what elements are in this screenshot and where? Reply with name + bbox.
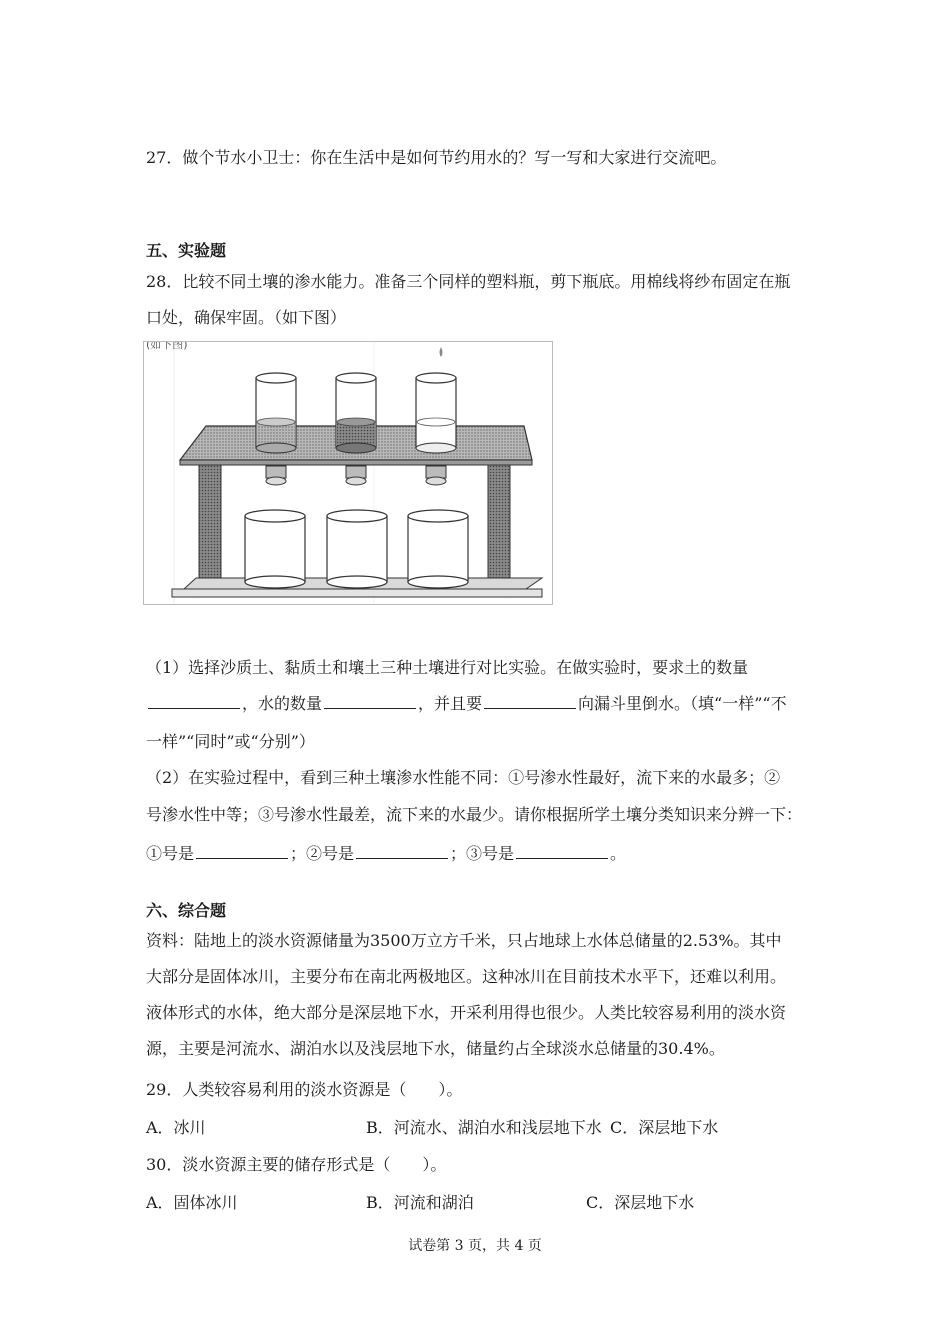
- sub2-text-d: 。: [610, 844, 627, 863]
- sub1-text-b: ，并且要: [418, 694, 483, 713]
- sub-question-1-line3: 一样”“同时”或“分别”）: [146, 732, 315, 751]
- question-27: 27．做个节水小卫士：你在生活中是如何节约用水的？写一写和大家进行交流吧。: [146, 148, 727, 167]
- sub-question-2-line2: 号渗水性中等；③号渗水性最差，流下来的水最少。请你根据所学土壤分类知识来分辨一下：: [146, 805, 803, 824]
- q29-option-a[interactable]: A．冰川: [146, 1118, 206, 1137]
- section-5-title: 五、实验题: [146, 241, 227, 260]
- answer-blank-water-amount[interactable]: [324, 694, 416, 709]
- stand-leg-left: [199, 465, 221, 597]
- section-6-title: 六、综合题: [146, 901, 227, 920]
- sub2-text-b: ；②号是: [290, 844, 355, 863]
- material-line2: 大部分是固体冰川，主要分布在南北两极地区。这种冰川在目前技术水平下，还难以利用。: [146, 967, 787, 986]
- material-line3: 液体形式的水体，绝大部分是深层地下水，开采利用得也很少。人类比较容易利用的淡水资: [146, 1003, 787, 1022]
- q30-option-a[interactable]: A．固体冰川: [146, 1193, 238, 1212]
- page-footer: 试卷第 3 页，共 4 页: [408, 1238, 542, 1254]
- question-30: 30．淡水资源主要的储存形式是（ ）。: [146, 1155, 447, 1174]
- material-line1: 资料：陆地上的淡水资源储量为3500万立方千米，只占地球上水体总储量的2.53%。其中: [146, 931, 782, 950]
- answer-blank-soil-amount[interactable]: [148, 694, 240, 709]
- question-29: 29．人类较容易利用的淡水资源是（ ）。: [146, 1080, 463, 1099]
- sub-question-2-line3: [146, 843, 626, 865]
- water-drop-icon: [440, 347, 443, 357]
- bottle-1: [256, 373, 296, 485]
- sub2-text-c: ；③号是: [450, 844, 515, 863]
- question-28-line2: 口处，确保牢固。（如下图）: [146, 308, 347, 327]
- bottle-2: [336, 373, 376, 485]
- sub1-text-c: 向漏斗里倒水。（填“一样”“不: [578, 694, 787, 713]
- q30-option-b[interactable]: B．河流和湖泊: [366, 1193, 474, 1212]
- sub-question-1-line1: （1）选择沙质土、黏质土和壤土三种土壤进行对比实验。在做实验时，要求土的数量: [146, 658, 749, 677]
- answer-blank-soil-1[interactable]: [196, 844, 288, 859]
- bottle-3: [416, 373, 456, 485]
- answer-blank-soil-2[interactable]: [356, 844, 448, 859]
- beaker-3: [408, 510, 468, 588]
- sub-question-2-line1: （2）在实验过程中，看到三种土壤渗水性能不同：①号渗水性最好，流下来的水最多；②: [146, 768, 781, 787]
- beaker-1: [245, 510, 305, 588]
- beaker-2: [327, 510, 387, 588]
- experiment-figure: [143, 341, 553, 605]
- answer-blank-pour-timing[interactable]: [484, 694, 576, 709]
- sub-question-1-line2: [146, 693, 787, 715]
- question-28-line1: 28．比较不同土壤的渗水能力。准备三个同样的塑料瓶，剪下瓶底。用棉线将纱布固定在瓶: [146, 272, 791, 291]
- q30-option-c[interactable]: C．深层地下水: [586, 1193, 695, 1212]
- material-line4: 源，主要是河流水、湖泊水以及浅层地下水，储量约占全球淡水总储量的30.4%。: [146, 1039, 725, 1058]
- sub2-text-a: ①号是: [146, 844, 195, 863]
- sub1-text-a: ，水的数量: [242, 694, 323, 713]
- q29-option-b[interactable]: B．河流水、湖泊水和浅层地下水: [366, 1118, 602, 1137]
- stand-leg-right: [488, 465, 510, 597]
- figure-caption-fragment: (如下图): [146, 342, 188, 351]
- q29-option-c[interactable]: C．深层地下水: [610, 1118, 719, 1137]
- funnel-stand-diagram: [144, 342, 552, 604]
- answer-blank-soil-3[interactable]: [516, 844, 608, 859]
